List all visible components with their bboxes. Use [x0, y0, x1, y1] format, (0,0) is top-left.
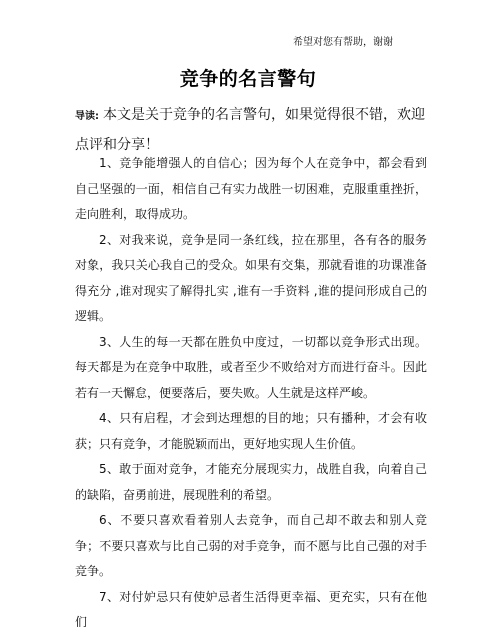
- paragraph-3: 3、人生的每一天都在胜负中度过，一切都以竞争形式出现。每天都是为在竞争中取胜，或者至少不败给对方而进行奋斗。因此若有一天懈怠，便要落后，要失败。人生就是这样严峻。: [75, 334, 427, 400]
- body-text: [75, 151, 427, 636]
- header-note: 希望对您有帮助，谢谢: [293, 37, 393, 48]
- document-title: 竞争的名言警句: [179, 68, 317, 90]
- paragraph-1: 1、竞争能增强人的自信心；因为每个人在竞争中，都会看到自己坚强的一面，相信自己有实力战胜一切困难，克服重重挫折，走向胜利，取得成功。: [75, 156, 427, 221]
- intro-text: 本文是关于竞争的名言警句，如果觉得很不错，欢迎点评和分享！: [75, 107, 425, 153]
- intro-label: 导读:: [75, 111, 99, 122]
- paragraph-5: 5、敢于面对竞争，才能充分展现实力，战胜自我，向着自己的缺陷，奋勇前进，展现胜利的希望。: [75, 462, 427, 502]
- paragraph-6: 6、不要只喜欢看着别人去竞争，而自己却不敢去和别人竞争；不要只喜欢与比自己弱的对手竞争，而不愿与比自己强的对手竞争。: [75, 513, 427, 578]
- paragraph-2: 2、对我来说，竞争是同一条红线，拉在那里，各有各的服务对象，我只关心我自己的受众。如果有交集，那就看谁的功课准备得充分 ,谁对现实了解得扎实 ,谁有一手资料 ,谁的提问形成自己的逻辑。: [75, 232, 427, 323]
- paragraph-7: 7、对付妒忌只有使妒忌者生活得更幸福、更充实，只有在他们: [75, 589, 427, 629]
- paragraph-4: 4、只有启程，才会到达理想的目的地；只有播种，才会有收获；只有竞争，才能脱颖而出，更好地实现人生价值。: [75, 411, 427, 451]
